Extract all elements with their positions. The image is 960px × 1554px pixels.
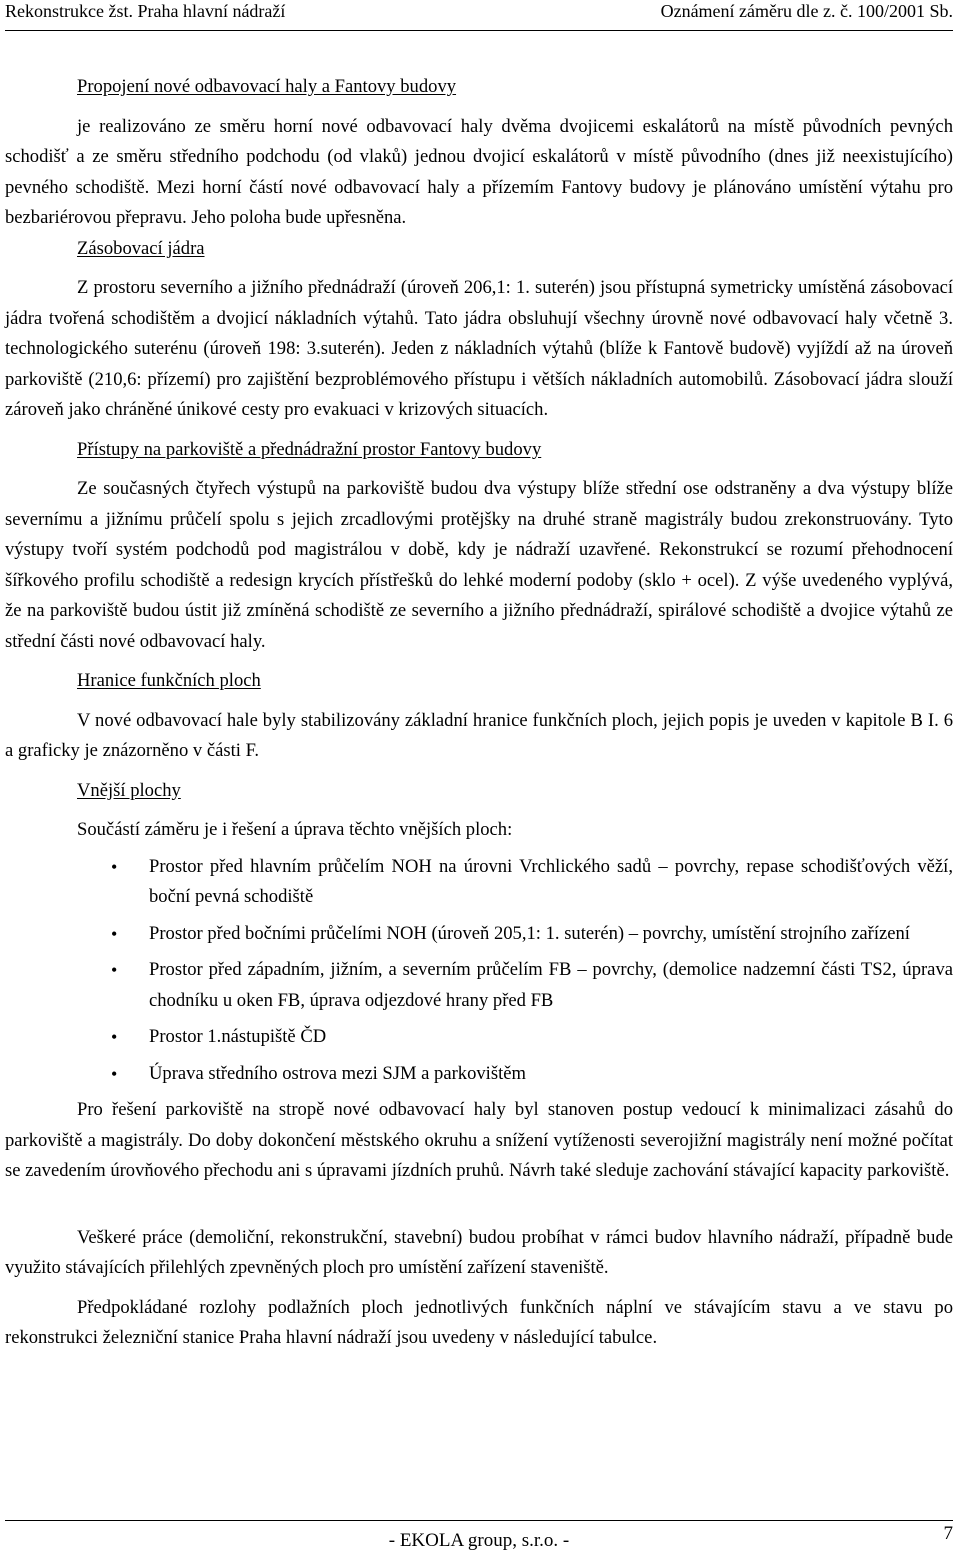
paragraph-zasobovaci: Z prostoru severního a jižního přednádraží (úroveň 206,1: 1. suterén) jsou přístupná symetricky umístěná zásobovací jádra tvořená schodištěm a dvojicí nákladních výtahů. Tato jádra obsluhují všechny úrovně nové odbavovací haly včetně 3. technologického suterénu (úroveň 198: 3.suterén). Jeden z nákladních výtahů (blíže k Fantově budově) vyjíždí až na úroveň parkoviště (210,6: přízemí) pro zajištění bezproblémového přístupu i větších nákladních automobilů. Zásobovací jádra slouží zároveň jako chráněné únikové cesty pro evakuaci v krizových situacích. (5, 277, 953, 420)
footer-company: - EKOLA group, s.r.o. - (388, 1530, 570, 1551)
page-footer (5, 1520, 953, 1554)
list-item: • Prostor před západním, jižním, a severním průčelím FB – povrchy, (demolice nadzemní části TS2, úprava chodníku u oken FB, úprava odjezdové hrany před FB (5, 955, 953, 1016)
document-body (5, 72, 953, 1354)
paragraph-pristupy: Ze současných čtyřech výstupů na parkoviště budou dva výstupy blíže střední ose odstraněny a dva výstupy blíže severnímu a jižnímu průčelí spolu s jejich zrcadlovými protějšky na druhé straně magistrály budou zrekonstruovány. Tyto výstupy tvoří systém podchodů pod magistrálou v době, kdy je nádraží uzavřené. Rekonstrukcí se rozumí přehodnocení šířkového profilu schodiště a redesign krycích přístřešků do lehké moderní podoby (sklo + ocel). Z výše uvedeného vyplývá, že na parkoviště budou ústit již zmíněná schodiště ze severního a jižního přednádraží, spirálové schodiště a dvojice výtahů ze střední části nové odbavovací haly. (5, 478, 953, 652)
paragraph-propojeni: je realizováno ze směru horní nové odbavovací haly dvěma dvojicemi eskalátorů na místě původních pevných schodišť a ze směru středního podchodu (od vlaků) jednou dvojicí eskalátorů v místě původního (dnes již neexistujícího) pevného schodiště. Mezi horní částí nové odbavovací haly a přízemím Fantovy budovy je plánováno umístění výtahu pro bezbariérovou přepravu. Jeho poloha bude upřesněna. (5, 115, 953, 228)
bullet-icon: • (111, 856, 118, 877)
paragraph-hranice: V nové odbavovací hale byly stabilizovány základní hranice funkčních ploch, jejich popis je uveden v kapitole B I. 6 a graficky je znázorněno v části F. (5, 709, 953, 761)
section-heading-pristupy: Přístupy na parkoviště a přednádražní prostor Fantovy budovy (77, 438, 542, 460)
section-heading-zasobovaci: Zásobovací jádra (77, 237, 205, 259)
section-heading-vnejsi: Vnější plochy (77, 779, 181, 801)
section-heading-propojeni: Propojení nové odbavovací haly a Fantovy budovy (77, 76, 457, 97)
bullet-icon: • (111, 1027, 118, 1047)
bullet-icon: • (111, 960, 118, 980)
bullet-icon: • (111, 1063, 118, 1084)
header-left-title: Rekonstrukce žst. Praha hlavní nádraží (5, 1, 286, 21)
list-item: • Úprava středního ostrova mezi SJM a parkovištěm (5, 1059, 953, 1090)
bullet-icon: • (111, 923, 118, 944)
header-right-title: Oznámení záměru dle z. č. 100/2001 Sb. (660, 1, 953, 21)
bullet-list-vnejsi (5, 852, 953, 1090)
page-header (5, 0, 953, 31)
list-item: • Prostor 1.nástupiště ČD (5, 1022, 953, 1053)
list-item: • Prostor před bočními průčelími NOH (úroveň 205,1: 1. suterén) – povrchy, umístění strojního zařízení (5, 919, 953, 950)
paragraph-parkoviste: Pro řešení parkoviště na stropě nové odbavovací haly byl stanoven postup vedoucí k minimalizaci zásahů do parkoviště a magistrály. Do doby dokončení městského okruhu a snížení vytíženosti severojižní magistrály není možné počítat se zavedením úrovňového přechodu ani s úpravami jízdních pruhů. Návrh také sleduje zachování stávající kapacity parkoviště. (5, 1099, 953, 1181)
list-item: • Prostor před hlavním průčelím NOH na úrovni Vrchlického sadů – povrchy, repase schodišťových věží, boční pevná schodiště (5, 852, 953, 913)
paragraph-vnejsi-intro: Součástí záměru je i řešení a úprava těchto vnějších ploch: (77, 819, 513, 840)
paragraph-prace: Veškeré práce (demoliční, rekonstrukční, stavební) budou probíhat v rámci budov hlavního nádraží, případně bude využito stávajících přilehlých zpevněných ploch pro umístění zařízení staveniště. (5, 1226, 953, 1278)
section-heading-hranice: Hranice funkčních ploch (77, 670, 261, 691)
paragraph-rozlohy: Předpokládané rozlohy podlažních ploch jednotlivých funkčních náplní ve stávajícím stavu a ve stavu po rekonstrukci železniční stanice Praha hlavní nádraží jsou uvedeny v následující tabulce. (5, 1296, 953, 1348)
page-number: 7 (943, 1523, 953, 1544)
